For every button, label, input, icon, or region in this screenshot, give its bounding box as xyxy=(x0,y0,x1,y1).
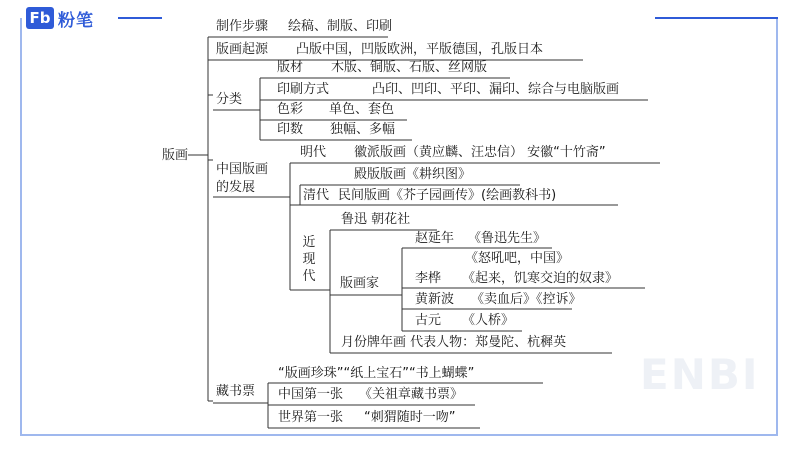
bookplate-world-value: “刺猬随时一吻” xyxy=(364,410,456,425)
category-item-value: 单色、套色 xyxy=(329,102,395,117)
steps-value: 绘稿、制版、印刷 xyxy=(288,19,393,34)
china-label-line2: 的发展 xyxy=(216,180,256,195)
origin-label: 版画起源 xyxy=(216,42,269,57)
artists-label: 版画家 xyxy=(340,276,380,291)
ming-label: 明代 xyxy=(300,145,327,160)
bookplate-nicknames: “版画珍珠”“纸上宝石”“书上蝴蝶” xyxy=(278,366,475,381)
category-item-label: 印数 xyxy=(277,122,304,137)
watermark: ENBI xyxy=(640,350,760,399)
calendar-text: 月份牌年画 代表人物：郑曼陀、杭穉英 xyxy=(341,335,567,350)
bookplate-china-label: 中国第一张 xyxy=(278,387,344,402)
luxun-text: 鲁迅 朝花社 xyxy=(341,212,411,227)
qing-row2: 民间版画《芥子园画传》(绘画教科书) xyxy=(338,188,557,203)
logo-text: 粉笔 xyxy=(58,10,94,31)
category-item-label: 色彩 xyxy=(277,102,304,117)
bookplate-world-label: 世界第一张 xyxy=(278,410,344,425)
spine-qing xyxy=(298,185,300,205)
bookplate-label: 藏书票 xyxy=(216,384,256,399)
steps-label: 制作步骤 xyxy=(216,19,269,34)
artist-huang-work: 《卖血后》《控诉》 xyxy=(471,292,582,307)
artist-li-name: 李桦 xyxy=(415,271,442,286)
artist-huang-name: 黄新波 xyxy=(415,292,455,307)
ming-value: 徽派版画（黄应麟、汪忠信） 安徽“十竹斋” xyxy=(354,145,606,160)
qing-row1: 殿版版画《耕织图》 xyxy=(354,167,472,182)
origin-value: 凸版中国，凹版欧洲，平版德国，孔版日本 xyxy=(296,42,544,57)
bookplate-china-value: 《关祖章藏书票》 xyxy=(359,387,464,402)
logo-mark: Fb xyxy=(26,7,54,29)
artist-li-work1: 《怒吼吧，中国》 xyxy=(465,251,570,266)
root-label: 版画 xyxy=(162,148,189,163)
china-label-line1: 中国版画 xyxy=(216,162,269,177)
qing-label: 清代 xyxy=(303,188,330,203)
modern-label: 近现代 xyxy=(302,235,316,284)
artist-zhao-work: 《鲁迅先生》 xyxy=(468,231,547,246)
spine-china xyxy=(283,163,290,290)
spine-root xyxy=(188,37,208,401)
artist-gu-name: 古元 xyxy=(415,313,442,328)
spine-category xyxy=(255,78,260,140)
category-item-label: 印刷方式 xyxy=(277,82,330,97)
category-item-value: 凸印、凹印、平印、漏印、综合与电脑版画 xyxy=(372,82,620,97)
category-item-label: 版材 xyxy=(277,60,304,75)
category-item-value: 独幅、多幅 xyxy=(330,122,396,137)
artist-zhao-name: 赵延年 xyxy=(415,231,455,246)
category-item-value: 木版、铜版、石版、丝网版 xyxy=(331,60,488,75)
spine-artists xyxy=(392,248,402,331)
category-label: 分类 xyxy=(216,92,243,107)
artist-li-work2: 《起来，饥寒交迫的奴隶》 xyxy=(462,271,619,286)
artist-gu-work: 《人桥》 xyxy=(462,313,515,328)
